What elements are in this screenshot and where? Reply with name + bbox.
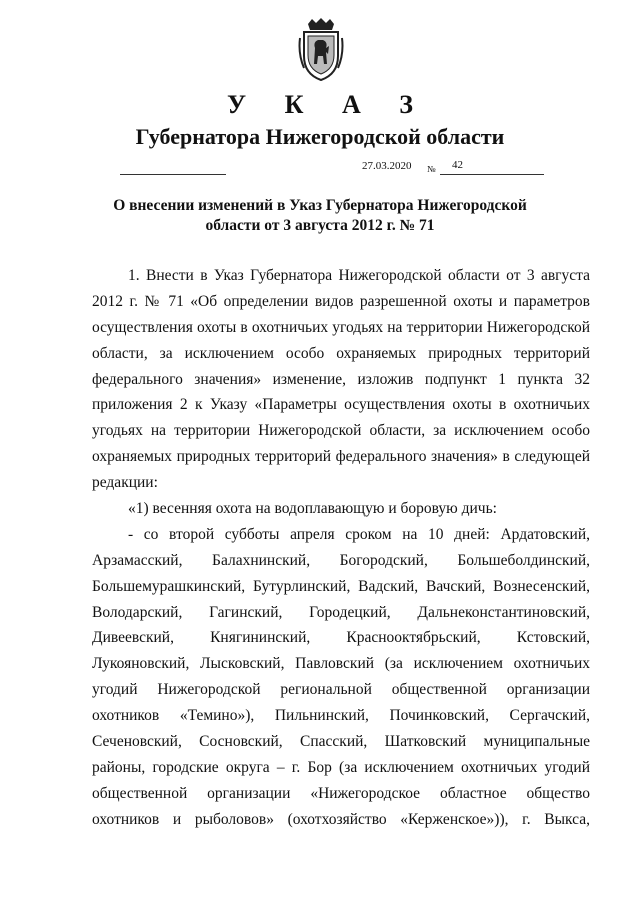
body-line: «1) весенняя охота на водоплавающую и боровую дичь: xyxy=(128,500,497,518)
body-line: охотников и рыболовов» (охотхозяйство «Керженское»)), г. Выкса, xyxy=(92,810,590,828)
body-line: - со второй субботы апреля сроком на 10 дней: Ардатовский, xyxy=(128,525,590,543)
body-line: осуществления охоты в охотничьих угодьях на территории Нижегородской xyxy=(92,318,590,336)
body-line: 2012 г. № 71 «Об определении видов разрешенной охоты и параметров xyxy=(92,292,590,310)
body-line: охраняемых природных территорий федерального значения» в следующей xyxy=(92,448,590,466)
document-subject xyxy=(100,196,540,236)
number-underline xyxy=(440,174,544,175)
body-line: редакции: xyxy=(92,474,158,492)
body-line: Сеченовский, Сосновский, Спасский, Шатковский муниципальные xyxy=(92,733,590,751)
body-line: Лукояновский, Лысковский, Павловский (за исключением охотничьих xyxy=(92,655,590,673)
body-line: федерального значения» изменение, изложив подпункт 1 пункта 32 xyxy=(92,370,590,388)
document-number: 42 xyxy=(452,159,463,171)
body-line: Большемурашкинский, Бутурлинский, Вадский, Вачский, Вознесенский, xyxy=(92,577,590,595)
body-line: общественной организации «Нижегородское областное общество xyxy=(92,784,590,802)
subject-line: О внесении изменений в Указ Губернатора Нижегородской xyxy=(113,197,527,214)
body-line: 1. Внести в Указ Губернатора Нижегородской области от 3 августа xyxy=(128,267,590,284)
body-line: угодьях на территории Нижегородской области, за исключением особо xyxy=(92,422,590,440)
body-line: охотников «Темино»), Пильнинский, Починковский, Сергачский, xyxy=(92,707,590,725)
subject-line: области от 3 августа 2012 г. № 71 xyxy=(205,217,435,234)
body-line: районы, городские округа – г. Бор (за исключением охотничьих угодий xyxy=(92,758,590,776)
document-title: У К А З xyxy=(227,90,429,119)
document-date: 27.03.2020 xyxy=(362,160,412,172)
body-line: области, за исключением особо охраняемых природных территорий xyxy=(92,344,590,362)
document-body xyxy=(92,263,590,833)
body-line: приложения 2 к Указу «Параметры осуществления охоты в охотничьих xyxy=(92,396,590,414)
body-line: Арзамасский, Балахнинский, Богородский, Большеболдинский, xyxy=(92,551,590,569)
coat-of-arms-icon xyxy=(298,18,344,82)
document-subtitle: Губернатора Нижегородской области xyxy=(135,124,505,149)
body-line: Дивеевский, Княгининский, Краснооктябрьский, Кстовский, xyxy=(92,629,590,647)
body-line: угодий Нижегородской региональной общественной организации xyxy=(92,681,590,699)
number-label: № xyxy=(427,164,436,174)
date-underline-left xyxy=(120,174,226,175)
body-line: Володарский, Гагинский, Городецкий, Дальнеконстантиновский, xyxy=(92,603,590,621)
